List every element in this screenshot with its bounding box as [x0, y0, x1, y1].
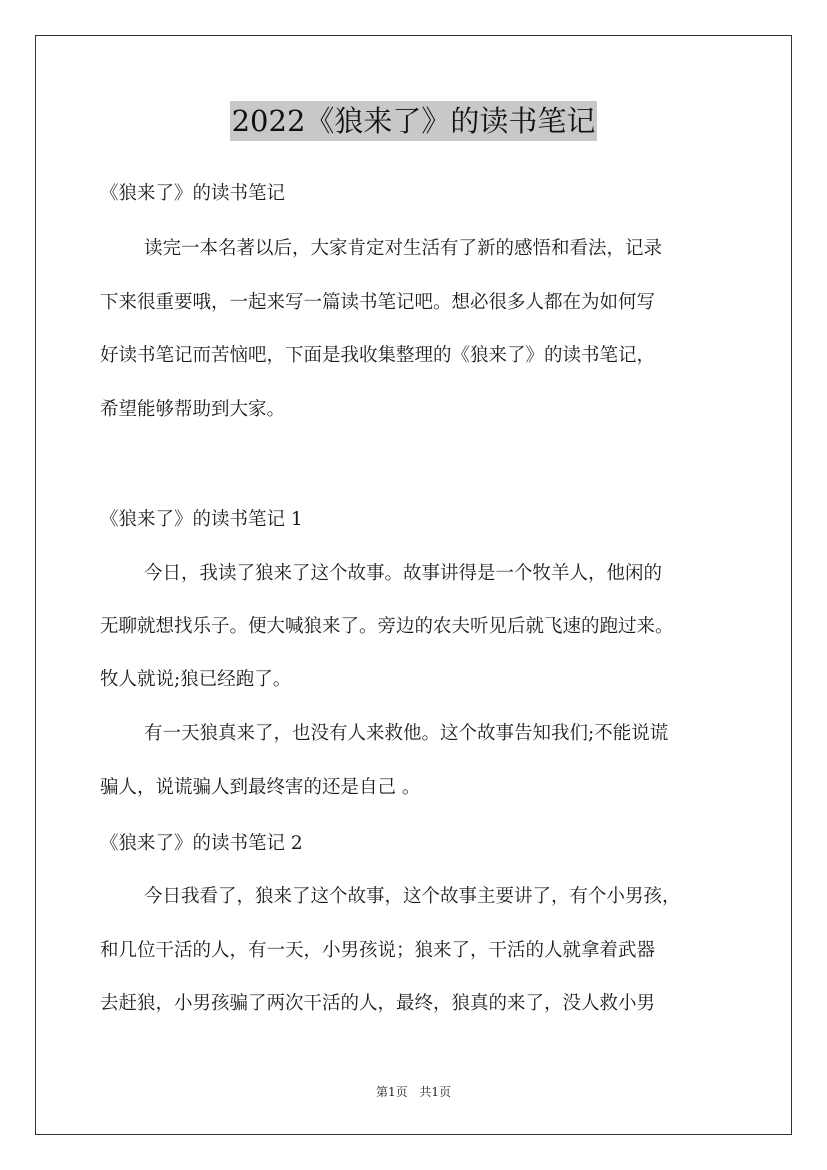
paragraph-line: 希望能够帮助到大家。 — [100, 399, 286, 420]
paragraph-line: 好读书笔记而苦恼吧，下面是我收集整理的《狼来了》的读书笔记， — [100, 345, 656, 366]
paragraph-line: 下来很重要哦，一起来写一篇读书笔记吧。想必很多人都在为如何写 — [100, 292, 656, 313]
section-heading-1: 《狼来了》的读书笔记 1 — [100, 509, 303, 530]
section-heading-2: 《狼来了》的读书笔记 2 — [100, 833, 303, 854]
paragraph-line: 无聊就想找乐子。便大喊狼来了。旁边的农夫听见后就飞速的跑过来。 — [100, 616, 674, 637]
page-number: 第1页 — [375, 1085, 408, 1099]
paragraph-line: 和几位干活的人，有一天，小男孩说；狼来了，干活的人就拿着武器 — [100, 940, 656, 961]
paragraph-line: 今日，我读了狼来了这个故事。故事讲得是一个牧羊人，他闲的 — [144, 563, 663, 584]
page-footer — [0, 1083, 827, 1101]
paragraph-line: 今日我看了，狼来了这个故事，这个故事主要讲了，有个小男孩， — [144, 886, 681, 907]
subtitle: 《狼来了》的读书笔记 — [100, 183, 286, 204]
document-title: 2022《狼来了》的读书笔记 — [230, 101, 598, 141]
page-total: 共1页 — [419, 1085, 452, 1099]
paragraph-line: 去赶狼，小男孩骗了两次干活的人，最终，狼真的来了，没人救小男 — [100, 993, 656, 1014]
paragraph-line: 读完一本名著以后，大家肯定对生活有了新的感悟和看法，记录 — [144, 238, 663, 259]
title-container — [0, 101, 827, 141]
paragraph-line: 有一天狼真来了，也没有人来救他。这个故事告知我们;不能说谎 — [144, 723, 669, 744]
paragraph-line: 骗人，说谎骗人到最终害的还是自己 。 — [100, 777, 421, 798]
paragraph-line: 牧人就说;狼已经跑了。 — [100, 669, 292, 690]
